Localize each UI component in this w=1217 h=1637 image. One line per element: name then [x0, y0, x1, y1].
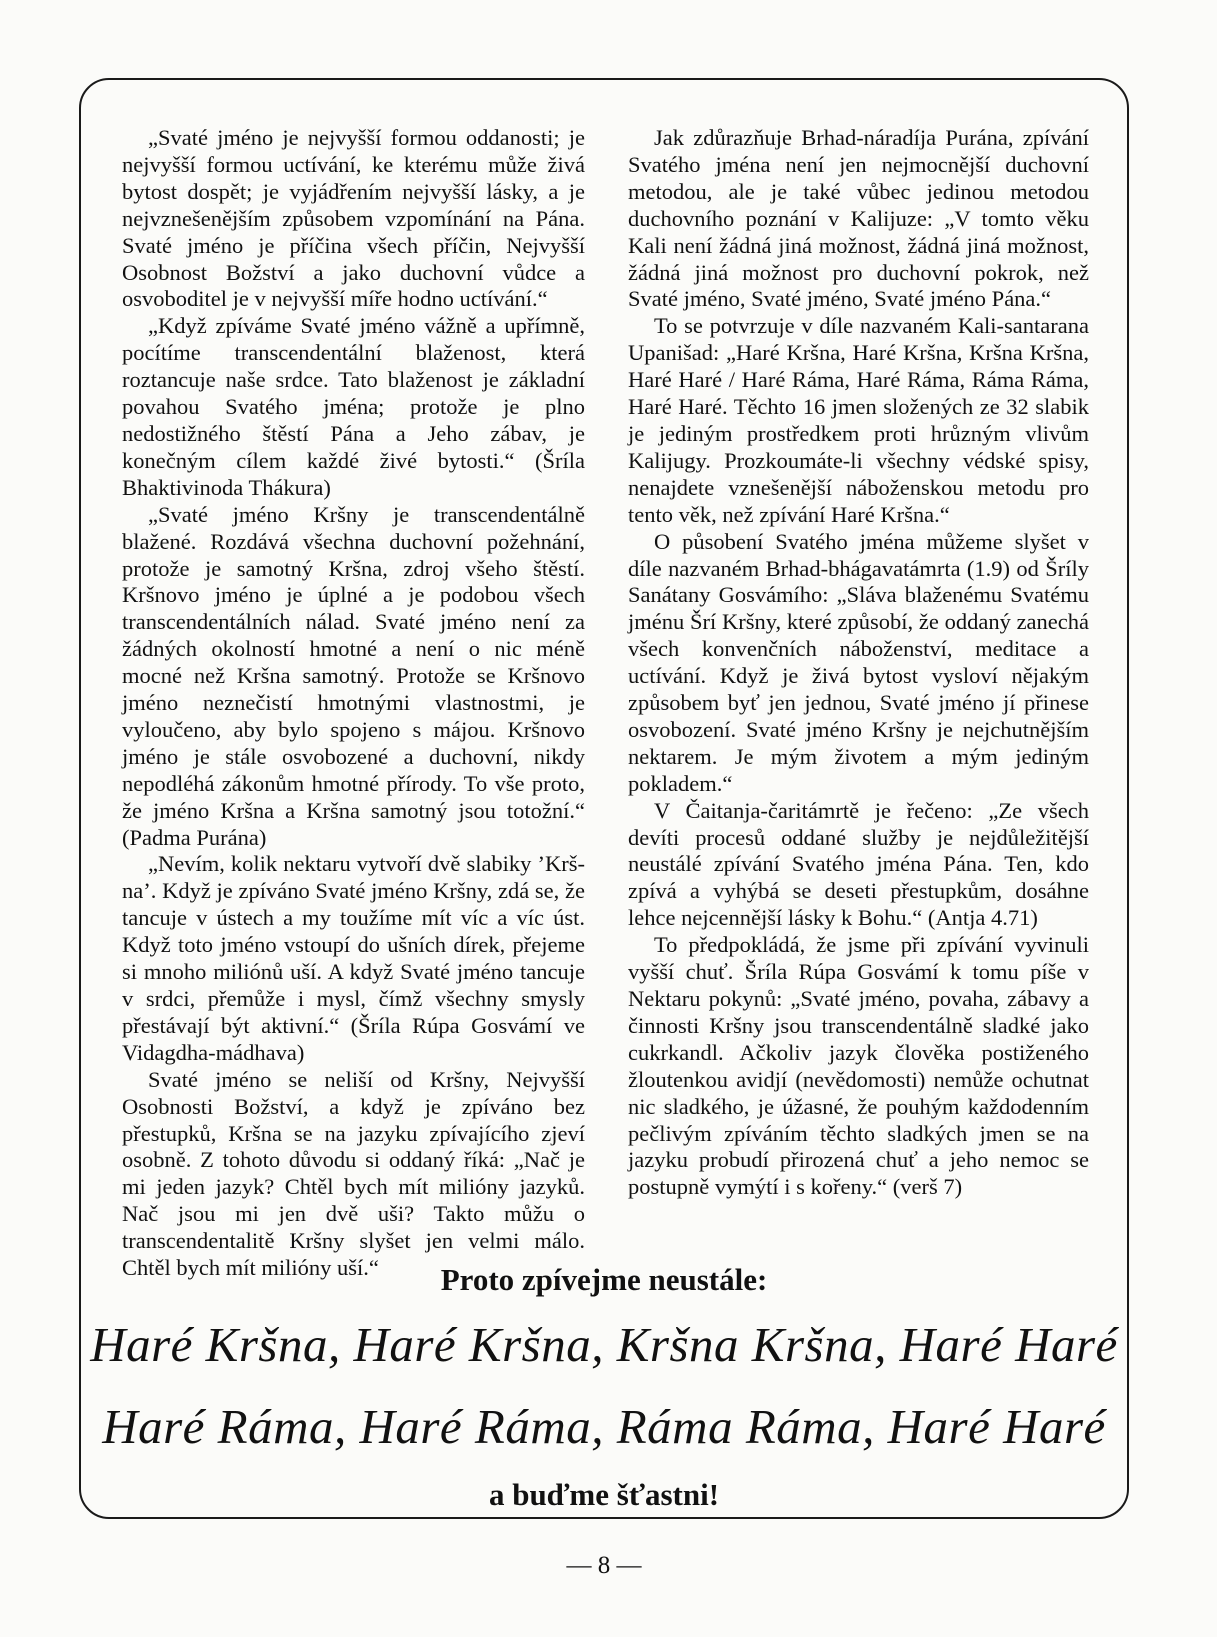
paragraph: Svaté jméno se neliší od Kršny, Nejvyšší Osobnosti Božství, a když je zpíváno bez přestupků, Kršna se na jazyku zpívajícího zjeví osobně. Z tohoto důvodu si oddaný říká: „Nač je mi jeden jazyk? Chtěl bych mít milióny jazyků. Nač jsou mi jen dvě uši? Takto můžu o transcendentalitě Kršny slyšet jen velmi málo. Chtěl bych mít milióny uší.“ [122, 1066, 585, 1281]
closing-line: a buďme šťastni! [488, 1477, 720, 1512]
paragraph: „Nevím, kolik nektaru vytvoří dvě slabiky ’Krš-na’. Když je zpíváno Svaté jméno Kršny, zdá se, že tancuje v ústech a my toužíme mít víc a víc úst. Když toto jméno vstoupí do ušních dírek, přejeme si mnoho miliónů uší. A když Svaté jméno tancuje v srdci, přemůže i mysl, čímž všechny smysly přestávají být aktivní.“ (Šríla Rúpa Gosvámí ve Vidagdha-mádhava) [122, 851, 585, 1065]
mantra-line-1: Haré Kršna, Haré Kršna, Kršna Kršna, Haré Haré [90, 1317, 1118, 1372]
paragraph: „Svaté jméno je nejvyšší formou oddanosti; je nejvyšší formou uctívání, ke kterému může živá bytost dospět; je vyjádřením nejvyšší lásky, a je nejvznešenějším způsobem vzpomínání na Pána. Svaté jméno je příčina všech příčin, Nejvyšší Osobnost Božství a jako duchovní vůdce a osvoboditel je v nejvyšší míře hodno uctívání.“ [122, 125, 585, 312]
right-text-column [628, 125, 1089, 1201]
paragraph: V Čaitanja-čaritámrtě je řečeno: „Ze všech devíti procesů oddané služby je nejdůležitější neustálé zpívání Svatého jména Pána. Ten, kdo zpívá a vyhýbá se deseti přestupkům, dosáhne lehce nejcennější lásky k Bohu.“ (Antja 4.71) [628, 797, 1089, 931]
headline: Proto zpívejme neustále: [440, 1262, 768, 1297]
paragraph: „Svaté jméno Kršny je transcendentálně blažené. Rozdává všechna duchovní požehnání, protože je samotný Kršna, zdroj všeho štěstí. Kršnovo jméno je úplné a je podobou všech transcendentálních nálad. Svaté jméno není za žádných okolností hmotné a není o nic méně mocné než Kršna samotný. Protože se Kršnovo jméno neznečistí hmotnými vlastnostmi, je vyloučeno, aby bylo spojeno s májou. Kršnovo jméno je stále osvobozené a duchovní, nikdy nepodléhá zákonům hmotné přírody. To vše proto, že jméno Kršna a Kršna samotný jsou totožní.“ (Padma Purána) [122, 501, 585, 850]
paragraph: „Když zpíváme Svaté jméno vážně a upřímně, pocítíme transcendentální blaženost, která roztancuje naše srdce. Tato blaženost je základní povahou Svatého jména; protože je plno nedostižného štěstí Pána a Jeho zábav, je konečným cílem každé živé bytosti.“ (Šríla Bhaktivinoda Thákura) [122, 313, 585, 500]
paragraph: O působení Svatého jména můžeme slyšet v díle nazvaném Brhad-bhágavatámrta (1.9) od Šríly Sanátany Gosvámího: „Sláva blaženému Svatému jménu Šrí Kršny, které způsobí, že oddaný zanechá všech konvenčních náboženství, meditace a uctívání. Když je živá bytost vysloví nějakým způsobem byť jen jednou, Svaté jméno jí přinese osvobození. Svaté jméno Kršny je nejchutnějším nektarem. Je mým životem a mým jediným pokladem.“ [628, 528, 1089, 796]
paragraph: Jak zdůrazňuje Brhad-náradíja Purána, zpívání Svatého jména není jen nejmocnější duchovní metodou, ale je také vůbec jedinou metodou duchovního poznání v Kalijuze: „V tomto věku Kali není žádná jiná možnost, žádná jiná možnost, žádná jiná možnost pro duchovní pokrok, než Svaté jméno, Svaté jméno, Svaté jméno Pána.“ [628, 125, 1089, 312]
page-number: — 8 — [566, 1552, 642, 1579]
paragraph: To předpokládá, že jsme při zpívání vyvinuli vyšší chuť. Šríla Rúpa Gosvámí k tomu píše v Nektaru pokynů: „Svaté jméno, povaha, zábavy a činnosti Kršny jsou transcendentálně sladké jako cukrkandl. Ačkoliv jazyk člověka postiženého žloutenkou avidjí (nevědomosti) nemůže ochutnat nic sladkého, je úžasné, že pouhým každodenním pečlivým zpíváním těchto sladkých jmen se na jazyku probudí přirozená chuť a jeho nemoc se postupně vymýtí i s kořeny.“ (verš 7) [628, 932, 1089, 1200]
mantra-line-2: Haré Ráma, Haré Ráma, Ráma Ráma, Haré Haré [102, 1399, 1106, 1454]
left-text-column [122, 125, 585, 1282]
paragraph: To se potvrzuje v díle nazvaném Kali-santarana Upanišad: „Haré Kršna, Haré Kršna, Kršna Kršna, Haré Haré / Haré Ráma, Haré Ráma, Ráma Ráma, Haré Haré. Těchto 16 jmen složených ze 32 slabik je jediným prostředkem proti hrůzným vlivům Kalijugy. Prozkoumáte-li všechny védské spisy, nenajdete vznešenější náboženskou metodu pro tento věk, než zpívání Haré Kršna.“ [628, 313, 1089, 527]
